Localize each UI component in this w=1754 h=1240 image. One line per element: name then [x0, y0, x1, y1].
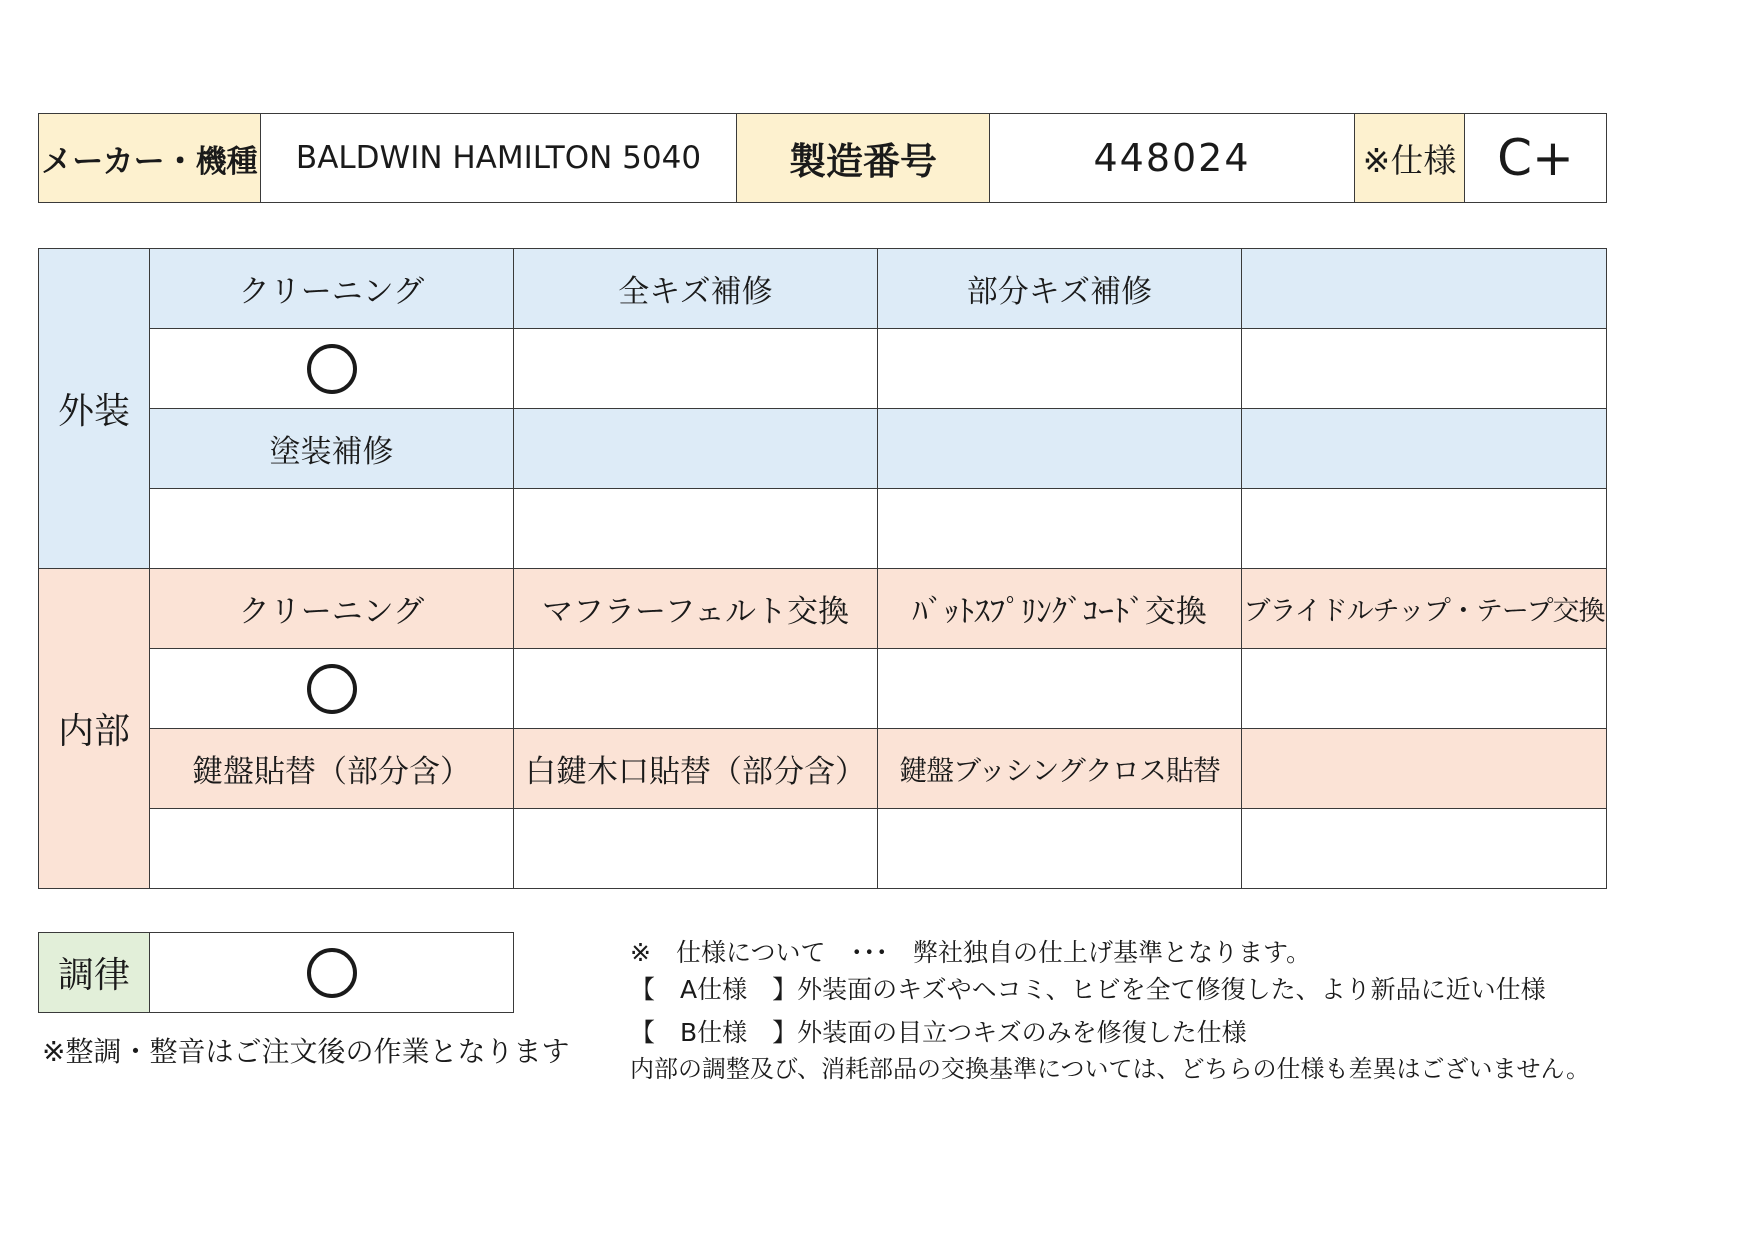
- exterior-cell: [514, 489, 878, 569]
- exterior-cell: 塗装補修: [150, 409, 514, 489]
- exterior-cell: [878, 409, 1242, 489]
- interior-row-3: [39, 729, 1607, 809]
- serial-label: 製造番号: [737, 114, 990, 203]
- serial-value: 448024: [990, 114, 1355, 203]
- exterior-cell: [1242, 329, 1607, 409]
- interior-cell: [1242, 729, 1607, 809]
- exterior-cell: [514, 329, 878, 409]
- exterior-cell: [878, 489, 1242, 569]
- tuning-mark-cell: [150, 933, 514, 1013]
- interior-row-2: [39, 649, 1607, 729]
- b-spec-note: 【 B仕様 】外装面の目立つキズのみを修復した仕様: [630, 1018, 1247, 1047]
- interior-cell: [514, 649, 878, 729]
- spec-label: ※仕様: [1355, 114, 1465, 203]
- interior-row-1: [39, 569, 1607, 649]
- exterior-cell: [1242, 489, 1607, 569]
- interior-cell: 白鍵木口貼替（部分含）: [514, 729, 878, 809]
- exterior-cell: [514, 409, 878, 489]
- header-row: [39, 114, 1607, 203]
- header-table: [38, 113, 1607, 203]
- spec-notes: [630, 934, 1590, 1088]
- a-spec-note: 【 A仕様 】外装面のキズやヘコミ、ヒビを全て修復した、より新品に近い仕様: [630, 975, 1546, 1004]
- exterior-label: 外装: [39, 249, 150, 569]
- tuning-table: [38, 932, 514, 1013]
- tuning-label: 調律: [39, 933, 150, 1013]
- exterior-row-3: [39, 409, 1607, 489]
- interior-cell: [514, 809, 878, 889]
- tuning-note: ※整調・整音はご注文後の作業となります: [42, 1035, 570, 1068]
- interior-cell: ブライドルチップ・テープ交換: [1242, 569, 1607, 649]
- exterior-cell: クリーニング: [150, 249, 514, 329]
- exterior-row-4: [39, 489, 1607, 569]
- exterior-cell: [150, 489, 514, 569]
- interior-cell: ﾊﾞｯﾄｽﾌﾟﾘﾝｸﾞｺｰﾄﾞ交換: [878, 569, 1242, 649]
- spec-note: ※ 仕様について ･･･ 弊社独自の仕上げ基準となります。: [630, 938, 1311, 967]
- exterior-row-1: [39, 249, 1607, 329]
- internal-note: 内部の調整及び、消耗部品の交換基準については、どちらの仕様も差異はございません。: [630, 1055, 1590, 1083]
- exterior-cleaning-mark-cell: [150, 329, 514, 409]
- exterior-cell: [1242, 409, 1607, 489]
- maker-value: BALDWIN HAMILTON 5040: [261, 114, 737, 203]
- interior-cell: [878, 649, 1242, 729]
- exterior-row-2: [39, 329, 1607, 409]
- maker-label: メーカー・機種: [39, 114, 261, 203]
- tuning-row: [39, 933, 514, 1013]
- exterior-cell: [1242, 249, 1607, 329]
- interior-cell: [150, 809, 514, 889]
- circle-mark-icon: [307, 344, 357, 394]
- interior-cell: クリーニング: [150, 569, 514, 649]
- interior-label: 内部: [39, 569, 150, 889]
- spec-grade: C+: [1465, 114, 1607, 203]
- interior-cell: [1242, 649, 1607, 729]
- interior-row-4: [39, 809, 1607, 889]
- interior-cell: [878, 809, 1242, 889]
- circle-mark-icon: [307, 948, 357, 998]
- circle-mark-icon: [307, 664, 357, 714]
- interior-cell: [1242, 809, 1607, 889]
- interior-cleaning-mark-cell: [150, 649, 514, 729]
- interior-cell: 鍵盤ブッシングクロス貼替: [878, 729, 1242, 809]
- exterior-cell: 全キズ補修: [514, 249, 878, 329]
- interior-cell: 鍵盤貼替（部分含）: [150, 729, 514, 809]
- exterior-cell: [878, 329, 1242, 409]
- exterior-cell: 部分キズ補修: [878, 249, 1242, 329]
- spec-table: [38, 248, 1607, 889]
- interior-cell: マフラーフェルト交換: [514, 569, 878, 649]
